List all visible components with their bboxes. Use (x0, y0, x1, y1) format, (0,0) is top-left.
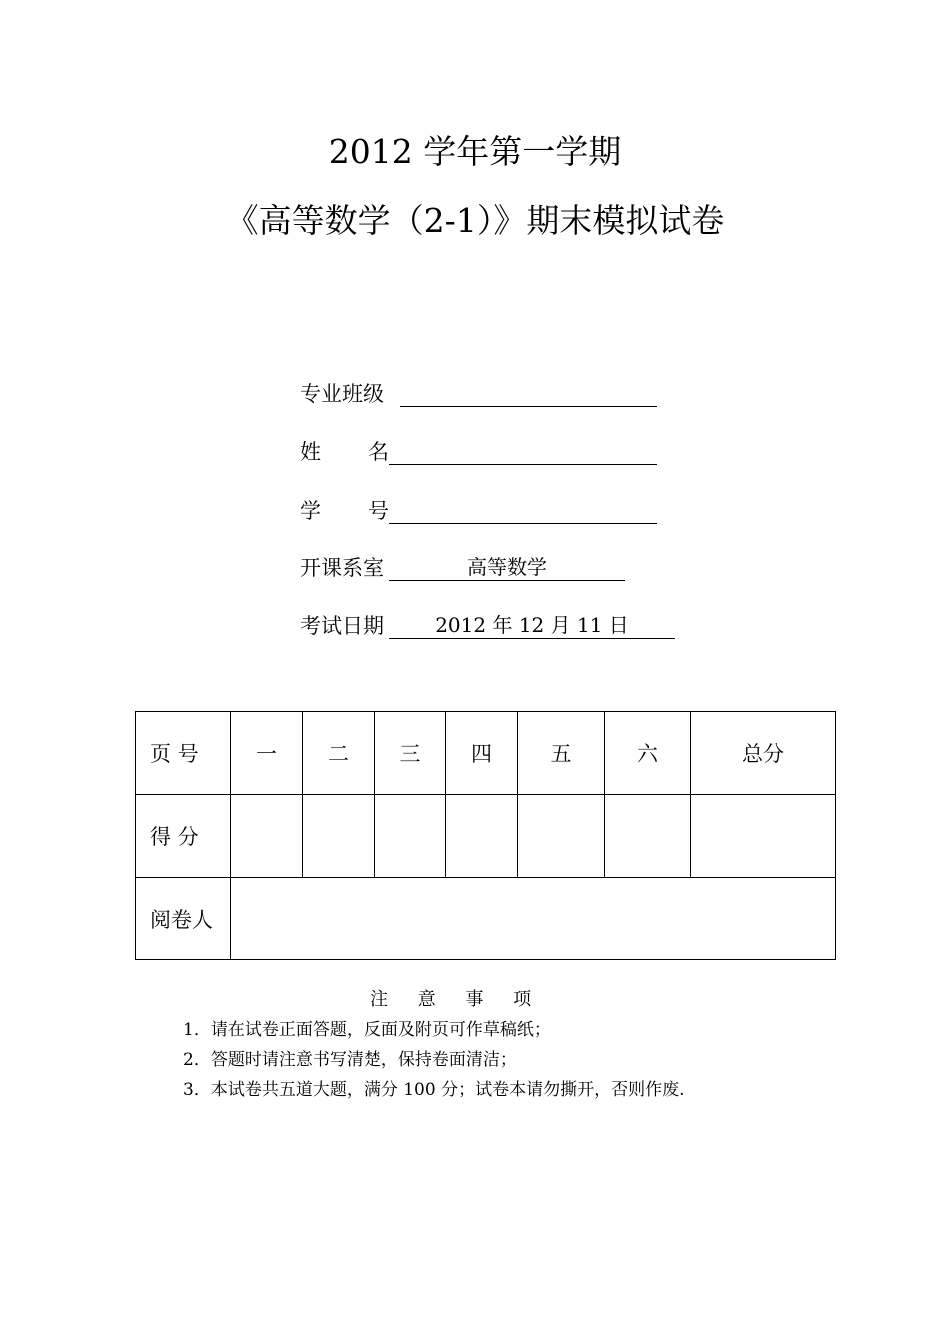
score-table (135, 711, 836, 960)
note-item: 3．本试卷共五道大题，满分 100 分；试卷本请勿撕开，否则作废. (183, 1080, 685, 1100)
exam-date-value[interactable]: 2012 年 12 月 11 日 (389, 612, 675, 639)
score-cell[interactable] (303, 795, 375, 878)
student-id-input[interactable] (389, 497, 657, 524)
page-number-header: 页 号 (136, 712, 231, 795)
page-number-row (136, 712, 836, 795)
major-class-input[interactable] (400, 380, 657, 407)
score-cell[interactable] (518, 795, 605, 878)
column-header: 三 (375, 712, 446, 795)
total-column-header: 总分 (691, 712, 836, 795)
grader-header: 阅卷人 (136, 878, 231, 960)
name-input[interactable] (389, 438, 657, 465)
grader-row (136, 878, 836, 960)
column-header: 一 (231, 712, 303, 795)
exam-term-title: 2012 学年第一学期 (328, 132, 622, 171)
total-score-cell[interactable] (691, 795, 836, 878)
column-header: 六 (605, 712, 691, 795)
score-cell[interactable] (446, 795, 518, 878)
name-label-char-2: 名 (368, 440, 389, 464)
exam-date-label: 考试日期 (300, 614, 384, 638)
name-label-char-1: 姓 (300, 440, 321, 464)
major-class-label: 专业班级 (300, 382, 384, 406)
column-header: 二 (303, 712, 375, 795)
department-label: 开课系室 (300, 556, 384, 580)
score-cell[interactable] (375, 795, 446, 878)
column-header: 四 (446, 712, 518, 795)
score-row (136, 795, 836, 878)
exam-paper-title: 《高等数学（2-1）》期末模拟试卷 (225, 201, 725, 240)
department-value[interactable]: 高等数学 (389, 554, 625, 581)
score-cell[interactable] (231, 795, 303, 878)
student-id-label-char-1: 学 (300, 499, 321, 523)
grader-cell[interactable] (231, 878, 836, 960)
notes-title: 注 意 事 项 (370, 989, 544, 1010)
column-header: 五 (518, 712, 605, 795)
student-id-label-char-2: 号 (368, 499, 389, 523)
note-item: 1．请在试卷正面答题，反面及附页可作草稿纸； (183, 1020, 551, 1040)
score-header: 得 分 (136, 795, 231, 878)
note-item: 2．答题时请注意书写清楚，保持卷面清洁； (183, 1050, 517, 1070)
score-cell[interactable] (605, 795, 691, 878)
